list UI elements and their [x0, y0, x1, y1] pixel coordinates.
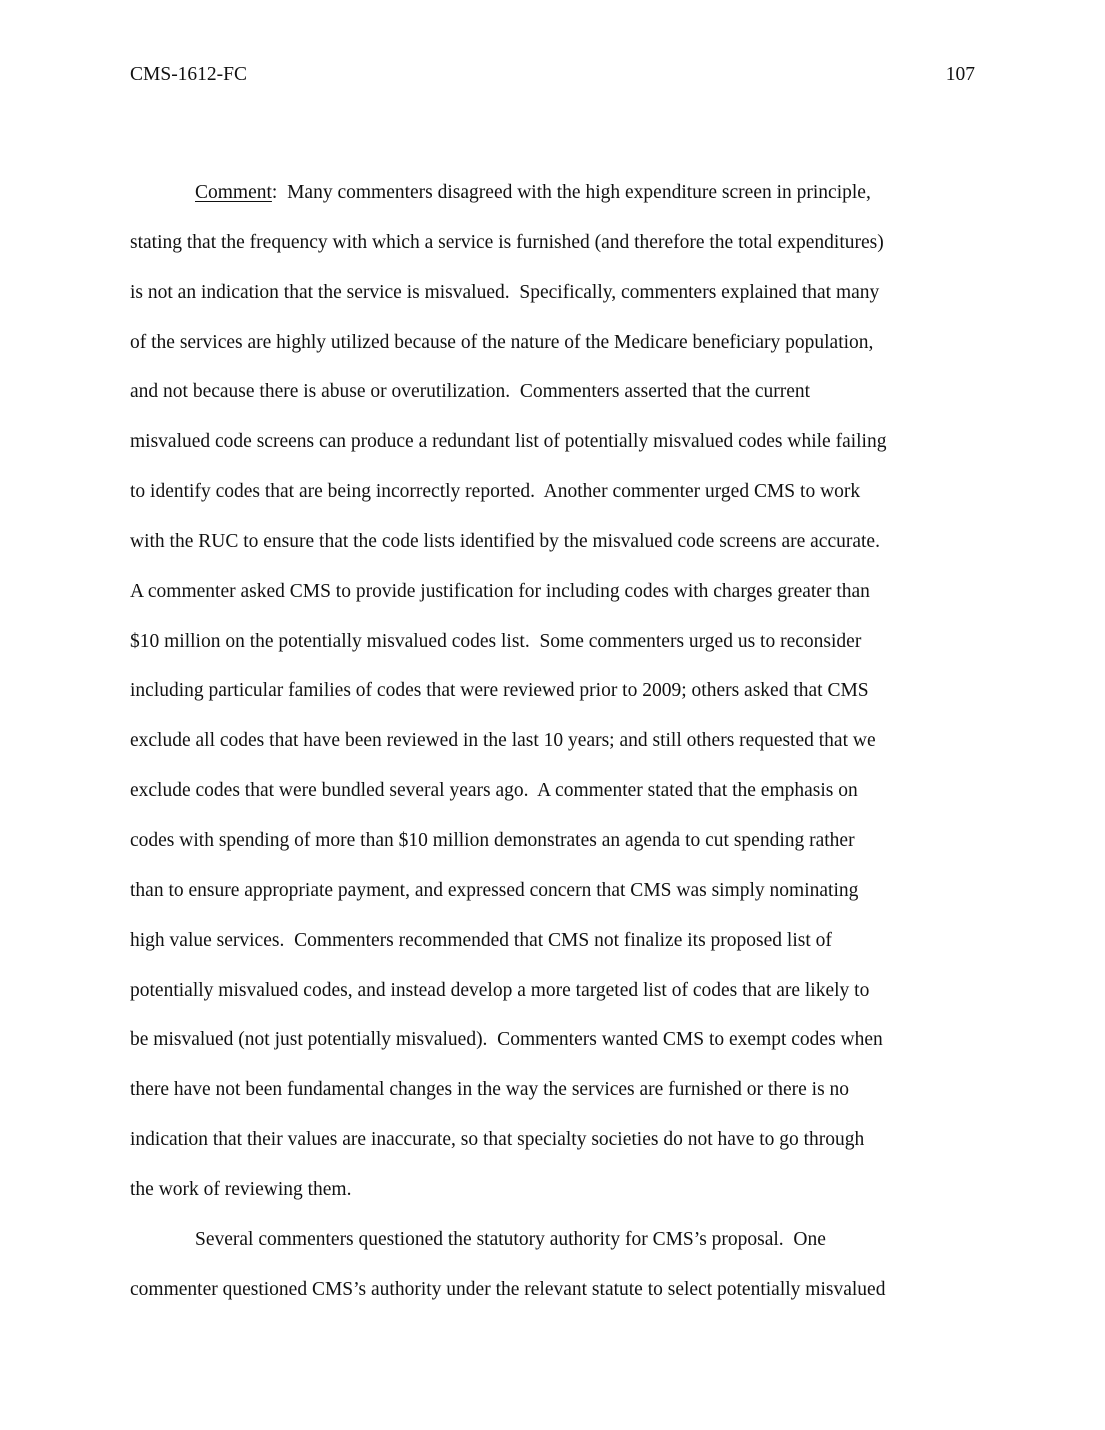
text-line-content: : Many commenters disagreed with the high expenditure screen in principle, [271, 182, 871, 203]
text-line: than to ensure appropriate payment, and expressed concern that CMS was simply nominating [130, 879, 859, 901]
text-line: misvalued code screens can produce a redundant list of potentially misvalued codes while failing [130, 431, 887, 453]
page-number: 107 [945, 64, 975, 85]
text-line: Several commenters questioned the statutory authority for CMS’s proposal. One [195, 1228, 826, 1250]
text-line: $10 million on the potentially misvalued codes list. Some commenters urged us to reconsider [130, 630, 862, 652]
text-line: high value services. Commenters recommended that CMS not finalize its proposed list of [130, 929, 832, 951]
text-line: to identify codes that are being incorrectly reported. Another commenter urged CMS to work [130, 481, 861, 503]
text-line: codes with spending of more than $10 million demonstrates an agenda to cut spending rather [130, 829, 855, 851]
document-id: CMS-1612-FC [130, 64, 248, 85]
text-line: commenter questioned CMS’s authority under the relevant statute to select potentially misvalued [130, 1278, 886, 1300]
comment-label: Comment [195, 182, 272, 203]
text-line: indication that their values are inaccurate, so that specialty societies do not have to go through [130, 1129, 865, 1151]
text-line: exclude codes that were bundled several years ago. A commenter stated that the emphasis on [130, 780, 858, 802]
text-line: with the RUC to ensure that the code lists identified by the misvalued code screens are accurate. [130, 530, 880, 552]
text-line: including particular families of codes that were reviewed prior to 2009; others asked that CMS [130, 680, 869, 702]
body-text [130, 168, 975, 1314]
text-line: A commenter asked CMS to provide justification for including codes with charges greater than [130, 580, 870, 602]
text-line: potentially misvalued codes, and instead develop a more targeted list of codes that are likely to [130, 979, 870, 1001]
page-header [130, 64, 975, 94]
text-line: there have not been fundamental changes in the way the services are furnished or there is no [130, 1079, 850, 1101]
text-line: is not an indication that the service is misvalued. Specifically, commenters explained that many [130, 281, 880, 303]
text-line [130, 168, 975, 218]
text-line: and not because there is abuse or overutilization. Commenters asserted that the current [130, 381, 811, 403]
text-line: exclude all codes that have been reviewed in the last 10 years; and still others requested that we [130, 730, 876, 752]
text-line: be misvalued (not just potentially misvalued). Commenters wanted CMS to exempt codes when [130, 1029, 883, 1051]
text-line: stating that the frequency with which a service is furnished (and therefore the total expenditures) [130, 231, 884, 253]
text-line: the work of reviewing them. [130, 1178, 352, 1200]
text-line: of the services are highly utilized because of the nature of the Medicare beneficiary population, [130, 331, 874, 353]
